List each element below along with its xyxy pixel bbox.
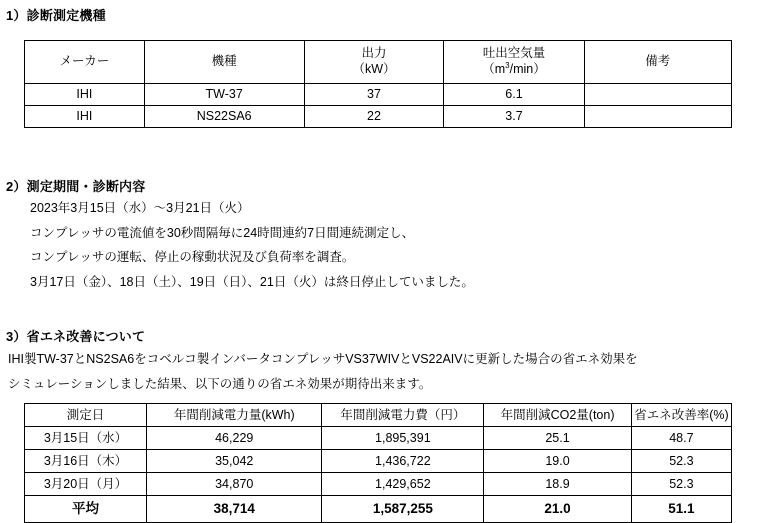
column-header-cost-saving: 年間削減電力費（円） xyxy=(322,404,484,427)
cell-maker: IHI xyxy=(25,106,145,128)
savings-table xyxy=(24,403,732,523)
cell-improvement-rate: 52.3 xyxy=(631,450,731,473)
cell-airflow: 6.1 xyxy=(444,84,584,106)
cell-total-improvement-rate: 51.1 xyxy=(631,496,731,523)
cell-date: 3月20日（月） xyxy=(25,473,147,496)
column-header-improvement-rate: 省エネ改善率(%) xyxy=(631,404,731,427)
section-2-heading: 2）測定期間・診断内容 xyxy=(6,179,146,194)
cell-airflow: 3.7 xyxy=(444,106,584,128)
cell-model: TW-37 xyxy=(144,84,304,106)
section-2-body xyxy=(30,196,474,294)
table-row xyxy=(25,473,732,496)
cell-energy-saving: 46,229 xyxy=(147,427,322,450)
cell-notes xyxy=(584,84,731,106)
cell-date: 3月15日（水） xyxy=(25,427,147,450)
section-3-heading: 3）省エネ改善について xyxy=(6,329,146,344)
column-header-energy-saving: 年間削減電力量(kWh) xyxy=(147,404,322,427)
section-3-body xyxy=(8,347,638,397)
cell-cost-saving: 1,429,652 xyxy=(322,473,484,496)
table-row xyxy=(25,450,732,473)
cell-energy-saving: 34,870 xyxy=(147,473,322,496)
section-2-line: 3月17日（金）、18日（土）、19日（日）、21日（火）は終日停止していました。 xyxy=(30,274,474,289)
airflow-unit: $(m^3/\min)$ xyxy=(482,61,546,77)
cell-cost-saving: 1,436,722 xyxy=(322,450,484,473)
section-3-line: IHI製TW-37とNS2SA6をコベルコ製インバータコンプレッサVS37WIVとVS22AIVに更新した場合の省エネ効果を xyxy=(8,352,638,366)
column-header-notes: 備考 xyxy=(584,41,731,84)
cell-date: 3月16日（木） xyxy=(25,450,147,473)
cell-model: NS22SA6 xyxy=(144,106,304,128)
table-total-row xyxy=(25,496,732,523)
cell-total-co2-saving: 21.0 xyxy=(484,496,632,523)
cell-output: 22 xyxy=(304,106,444,128)
cell-co2-saving: 25.1 xyxy=(484,427,632,450)
column-header-co2-saving: 年間削減CO2量(ton) xyxy=(484,404,632,427)
cell-notes xyxy=(584,106,731,128)
cell-energy-saving: 35,042 xyxy=(147,450,322,473)
cell-improvement-rate: 52.3 xyxy=(631,473,731,496)
cell-co2-saving: 18.9 xyxy=(484,473,632,496)
column-header-output: 出力 （kW） xyxy=(304,41,444,84)
table-row xyxy=(25,84,732,106)
table-row xyxy=(25,106,732,128)
equipment-table xyxy=(24,40,732,128)
column-header-date: 測定日 xyxy=(25,404,147,427)
section-2-line: コンプレッサの運転、停止の稼動状況及び負荷率を調査。 xyxy=(30,250,355,264)
cell-total-label: 平均 xyxy=(25,496,147,523)
cell-improvement-rate: 48.7 xyxy=(631,427,731,450)
section-1-heading: 1）診断測定機種 xyxy=(6,8,106,23)
table-row xyxy=(25,427,732,450)
section-3-line: シミュレーションしました結果、以下の通りの省エネ効果が期待出来ます。 xyxy=(8,377,432,391)
column-header-airflow: 吐出空気量 $(m^3/\min)$ xyxy=(444,41,584,84)
cell-output: 37 xyxy=(304,84,444,106)
cell-co2-saving: 19.0 xyxy=(484,450,632,473)
table-header-row xyxy=(25,41,732,84)
column-header-maker: メーカー xyxy=(25,41,145,84)
column-header-model: 機種 xyxy=(144,41,304,84)
cell-cost-saving: 1,895,391 xyxy=(322,427,484,450)
section-2-line: 2023年3月15日（水）～3月21日（火） xyxy=(30,201,250,215)
cell-maker: IHI xyxy=(25,84,145,106)
cell-total-cost-saving: 1,587,255 xyxy=(322,496,484,523)
cell-total-energy-saving: 38,714 xyxy=(147,496,322,523)
section-2-line: コンプレッサの電流値を30秒間隔毎に24時間連約7日間連続測定し、 xyxy=(30,225,415,240)
table-header-row xyxy=(25,404,732,427)
